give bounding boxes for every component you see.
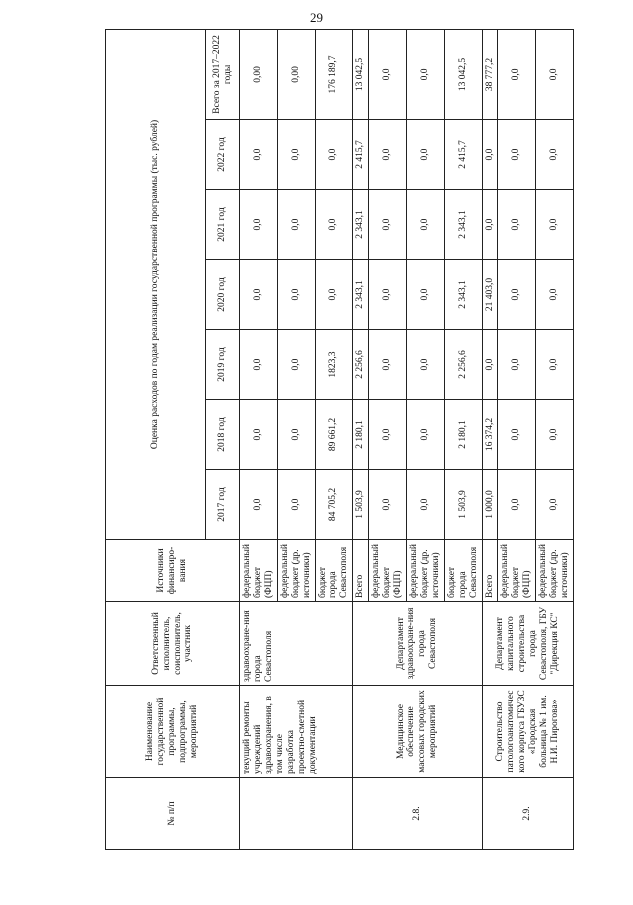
- budget-table: [105, 29, 574, 850]
- value-cell: 0,0: [240, 330, 278, 400]
- table-row: [353, 29, 369, 849]
- value-cell: 0,0: [240, 400, 278, 470]
- header-name: Наименование государственной программы, подпрограммы, мероприятий: [106, 686, 240, 778]
- row-source: Всего: [482, 540, 498, 602]
- value-cell: 1 000,0: [482, 470, 498, 540]
- value-cell: 2 180,1: [444, 400, 482, 470]
- total-cell: 13 042,5: [353, 29, 369, 119]
- row-source: федеральный бюджет (др. источники): [406, 540, 444, 602]
- value-cell: 2 343,1: [444, 260, 482, 330]
- value-cell: 84 705,2: [315, 470, 353, 540]
- total-cell: 0,0: [536, 29, 574, 119]
- value-cell: 0,0: [240, 190, 278, 260]
- value-cell: 1 503,9: [444, 470, 482, 540]
- value-cell: 0,0: [369, 330, 407, 400]
- value-cell: 0,0: [482, 330, 498, 400]
- value-cell: 0,0: [277, 400, 315, 470]
- value-cell: 0,0: [498, 400, 536, 470]
- value-cell: 2 256,6: [444, 330, 482, 400]
- row-num: 2.9.: [482, 778, 573, 850]
- value-cell: 89 661,2: [315, 400, 353, 470]
- row-source: федеральный бюджет (др. источники): [536, 540, 574, 602]
- value-cell: 21 403,0: [482, 260, 498, 330]
- value-cell: 0,0: [277, 330, 315, 400]
- value-cell: 0,0: [536, 190, 574, 260]
- value-cell: 0,0: [498, 190, 536, 260]
- total-cell: 0,00: [277, 29, 315, 119]
- header-year: 2017 год: [206, 470, 240, 540]
- row-source: федеральный бюджет (ФЦП): [498, 540, 536, 602]
- value-cell: 16 374,2: [482, 400, 498, 470]
- header-year: 2019 год: [206, 330, 240, 400]
- value-cell: 0,0: [315, 120, 353, 190]
- value-cell: 0,0: [536, 260, 574, 330]
- row-num: 2.8.: [353, 778, 482, 850]
- row-num: [240, 778, 353, 850]
- value-cell: 2 415,7: [444, 120, 482, 190]
- value-cell: 1823,3: [315, 330, 353, 400]
- value-cell: 0,0: [406, 400, 444, 470]
- row-responsible: Департамент капитального строительства города Севастополя, ГБУ "Дирекция КС": [482, 602, 573, 686]
- row-name: текущий ремонты учреждений здравоохранения, в том числе разработка проектно-сметной документации: [240, 686, 353, 778]
- value-cell: 0,0: [315, 260, 353, 330]
- value-cell: 0,0: [277, 190, 315, 260]
- row-source: федеральный бюджет (др. источники): [277, 540, 315, 602]
- value-cell: 2 343,1: [444, 190, 482, 260]
- value-cell: 2 256,6: [353, 330, 369, 400]
- header-responsible: Ответственный исполнитель, соисполнитель, участник: [106, 602, 240, 686]
- value-cell: 0,0: [277, 120, 315, 190]
- value-cell: 2 415,7: [353, 120, 369, 190]
- value-cell: 0,0: [482, 120, 498, 190]
- header-year: 2021 год: [206, 190, 240, 260]
- row-source: федеральный бюджет (ФЦП): [240, 540, 278, 602]
- value-cell: 0,0: [369, 120, 407, 190]
- header-num: № п/п: [106, 778, 240, 850]
- value-cell: 0,0: [498, 470, 536, 540]
- value-cell: 0,0: [369, 260, 407, 330]
- value-cell: 0,0: [536, 330, 574, 400]
- total-cell: 0,0: [369, 29, 407, 119]
- header-year: 2018 год: [206, 400, 240, 470]
- row-name: Строительство патологоанатомичес кого корпуса ГБУЗС «Городская больница № 1 им. Н.И. Пирогова»: [482, 686, 573, 778]
- row-responsible: здравоохране-ния города Севастополя: [240, 602, 353, 686]
- value-cell: 0,0: [498, 330, 536, 400]
- total-cell: 0,00: [240, 29, 278, 119]
- row-name: Медицинское обеспечение массовых городских мероприятий: [353, 686, 482, 778]
- value-cell: 0,0: [315, 190, 353, 260]
- value-cell: 0,0: [482, 190, 498, 260]
- value-cell: 0,0: [536, 400, 574, 470]
- value-cell: 2 343,1: [353, 190, 369, 260]
- value-cell: 2 343,1: [353, 260, 369, 330]
- header-source: Источники финансиро-вания: [106, 540, 240, 602]
- total-cell: 13 042,5: [444, 29, 482, 119]
- total-cell: 38 777,2: [482, 29, 498, 119]
- value-cell: 0,0: [369, 190, 407, 260]
- value-cell: 0,0: [406, 120, 444, 190]
- row-source: Всего: [353, 540, 369, 602]
- table-row: [482, 29, 498, 849]
- value-cell: 0,0: [277, 260, 315, 330]
- total-cell: 0,0: [406, 29, 444, 119]
- value-cell: 0,0: [536, 470, 574, 540]
- row-source: бюджет города Севастополя: [444, 540, 482, 602]
- value-cell: 0,0: [536, 120, 574, 190]
- value-cell: 0,0: [277, 470, 315, 540]
- value-cell: 0,0: [406, 260, 444, 330]
- header-year: 2022 год: [206, 120, 240, 190]
- value-cell: 0,0: [406, 470, 444, 540]
- row-source: федеральный бюджет (ФЦП): [369, 540, 407, 602]
- value-cell: 0,0: [369, 400, 407, 470]
- header-year: 2020 год: [206, 260, 240, 330]
- page-number: 29: [310, 10, 323, 25]
- table-row: [240, 29, 278, 849]
- header-total: Всего за 2017–2022 годы: [206, 29, 240, 119]
- value-cell: 0,0: [240, 120, 278, 190]
- row-responsible: Департамент здравоохране-ния города Севастополя: [353, 602, 482, 686]
- value-cell: 2 180,1: [353, 400, 369, 470]
- total-cell: 0,0: [498, 29, 536, 119]
- value-cell: 0,0: [240, 260, 278, 330]
- value-cell: 0,0: [240, 470, 278, 540]
- value-cell: 0,0: [406, 190, 444, 260]
- value-cell: 0,0: [369, 470, 407, 540]
- row-source: бюджет города Севастополя: [315, 540, 353, 602]
- value-cell: 1 503,9: [353, 470, 369, 540]
- value-cell: 0,0: [498, 260, 536, 330]
- value-cell: 0,0: [498, 120, 536, 190]
- total-cell: 176 189,7: [315, 29, 353, 119]
- header-estimate: Оценка расходов по годам реализации государственной программы (тыс. рублей): [106, 29, 206, 539]
- value-cell: 0,0: [406, 330, 444, 400]
- rotated-table-container: [105, 30, 571, 850]
